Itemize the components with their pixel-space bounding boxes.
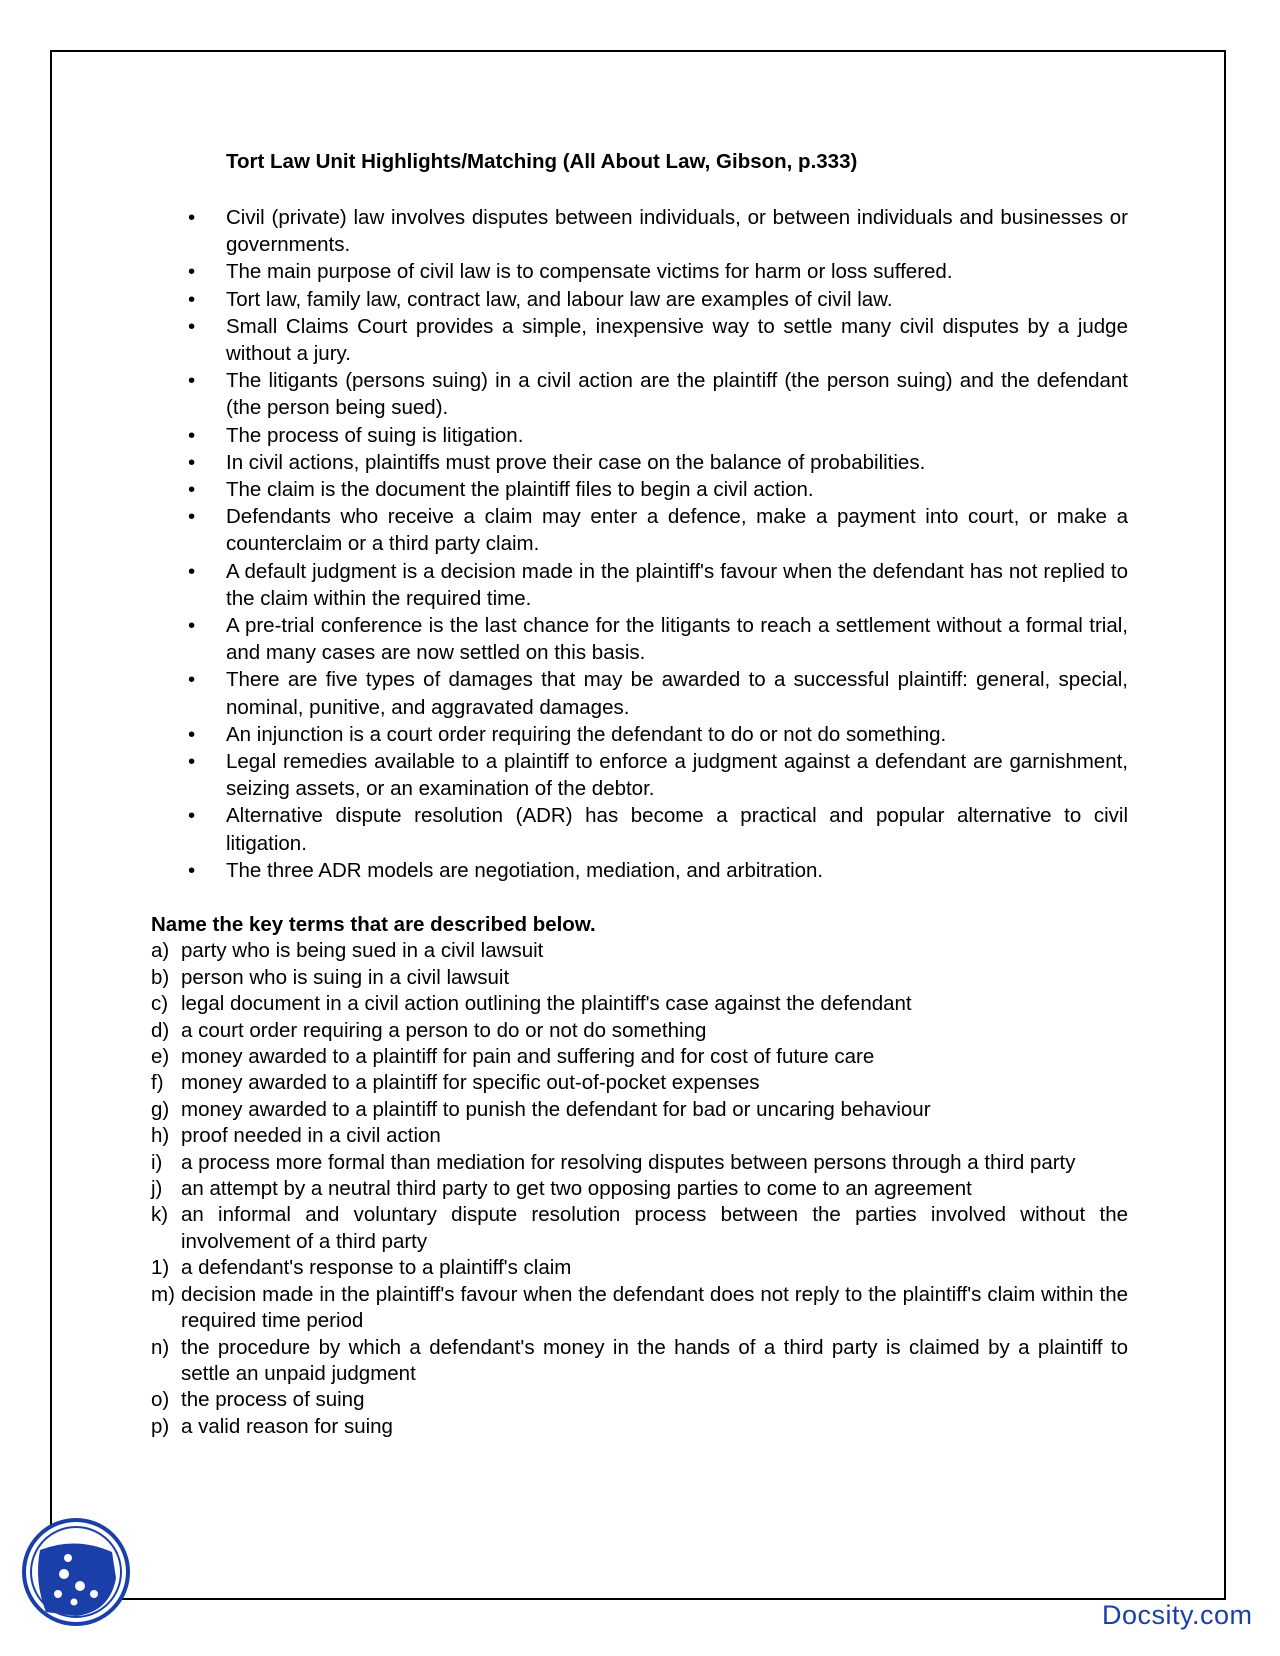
- bullet-text: The process of suing is litigation.: [226, 423, 524, 447]
- list-item: [188, 558, 1128, 612]
- term-item: [151, 1387, 1128, 1413]
- bullet-icon: •: [188, 260, 196, 284]
- term-label: j): [151, 1177, 163, 1201]
- docsity-logo-icon[interactable]: [20, 1516, 132, 1628]
- term-label: h): [151, 1124, 170, 1148]
- term-text: money awarded to a plaintiff to punish the defendant for bad or uncaring behaviour: [181, 1097, 931, 1121]
- term-item: [151, 1070, 1128, 1096]
- list-item: [188, 802, 1128, 856]
- bullet-icon: •: [188, 559, 196, 583]
- bullet-text: The three ADR models are negotiation, mediation, and arbitration.: [226, 858, 824, 882]
- term-text: legal document in a civil action outlining the plaintiff's case against the defendant: [181, 992, 912, 1016]
- term-label: m): [151, 1282, 175, 1306]
- key-terms-heading: Name the key terms that are described below.: [151, 913, 596, 936]
- highlights-list: [188, 204, 1128, 884]
- list-item: [188, 449, 1128, 476]
- term-label: f): [151, 1071, 164, 1095]
- bullet-text: Small Claims Court provides a simple, inexpensive way to settle many civil disputes by a judge without a jury.: [226, 314, 1128, 366]
- list-item: [188, 422, 1128, 449]
- bullet-text: Legal remedies available to a plaintiff to enforce a judgment against a defendant are garnishment, seizing assets, or an examination of the debtor.: [226, 750, 1128, 801]
- term-text: person who is suing in a civil lawsuit: [181, 965, 510, 989]
- bullet-text: A default judgment is a decision made in the plaintiff's favour when the defendant has not replied to the claim within the required time.: [226, 559, 1128, 610]
- term-label: e): [151, 1045, 170, 1069]
- bullet-text: Alternative dispute resolution (ADR) has become a practical and popular alternative to civil litigation.: [226, 804, 1128, 855]
- term-item: [151, 1150, 1128, 1176]
- term-text: decision made in the plaintiff's favour when the defendant does not reply to the plaintiff's claim within the required time period: [181, 1282, 1128, 1333]
- bullet-icon: •: [188, 804, 196, 828]
- bullet-icon: •: [188, 287, 196, 311]
- term-text: money awarded to a plaintiff for pain and suffering and for cost of future care: [181, 1045, 875, 1069]
- bullet-icon: •: [188, 423, 196, 447]
- bullet-icon: •: [188, 450, 196, 474]
- list-item: [188, 721, 1128, 748]
- bullet-text: The claim is the document the plaintiff files to begin a civil action.: [226, 478, 814, 502]
- key-terms-section: [151, 912, 1128, 1440]
- term-label: 1): [151, 1256, 170, 1280]
- docsity-watermark-link[interactable]: Docsity.com: [1102, 1600, 1253, 1630]
- bullet-icon: •: [188, 668, 196, 692]
- bullet-text: Tort law, family law, contract law, and labour law are examples of civil law.: [226, 287, 893, 311]
- bullet-text: Defendants who receive a claim may enter a defence, make a payment into court, or make a counterclaim or a third party claim.: [226, 505, 1128, 556]
- term-text: an informal and voluntary dispute resolution process between the parties involved without the involvement of a third party: [181, 1203, 1128, 1253]
- term-item: [151, 1123, 1128, 1149]
- list-item: [188, 313, 1128, 367]
- bullet-icon: •: [188, 505, 196, 529]
- term-item: [151, 1044, 1128, 1070]
- term-item: [151, 1018, 1128, 1044]
- bullet-text: A pre-trial conference is the last chance for the litigants to reach a settlement without a formal trial, and many cases are now settled on this basis.: [226, 614, 1128, 665]
- term-item: [151, 1202, 1128, 1255]
- term-label: g): [151, 1097, 170, 1121]
- term-label: p): [151, 1414, 170, 1438]
- document-title: Tort Law Unit Highlights/Matching (All About Law, Gibson, p.333): [226, 150, 858, 173]
- list-item: [188, 476, 1128, 503]
- list-item: [188, 503, 1128, 557]
- term-text: a court order requiring a person to do or not do something: [181, 1018, 707, 1042]
- bullet-text: An injunction is a court order requiring the defendant to do or not do something.: [226, 722, 947, 746]
- term-text: a process more formal than mediation for resolving disputes between persons through a third party: [181, 1150, 1076, 1174]
- term-text: an attempt by a neutral third party to get two opposing parties to come to an agreement: [181, 1177, 972, 1201]
- term-item: [151, 1414, 1128, 1440]
- term-label: d): [151, 1018, 170, 1042]
- list-item: [188, 367, 1128, 421]
- bullet-text: Civil (private) law involves disputes between individuals, or between individuals and businesses or governments.: [226, 206, 1128, 257]
- term-text: a defendant's response to a plaintiff's claim: [181, 1256, 572, 1280]
- bullet-icon: •: [188, 750, 196, 774]
- term-text: the process of suing: [181, 1388, 365, 1412]
- term-item: [151, 1176, 1128, 1202]
- bullet-icon: •: [188, 369, 196, 393]
- bullet-icon: •: [188, 722, 196, 746]
- bullet-text: The litigants (persons suing) in a civil action are the plaintiff (the person suing) and the defendant (the person being sued).: [226, 369, 1128, 420]
- term-label: n): [151, 1335, 170, 1359]
- bullet-icon: •: [188, 478, 196, 502]
- bullet-icon: •: [188, 858, 196, 882]
- term-label: i): [151, 1150, 163, 1174]
- term-item: [151, 1097, 1128, 1123]
- term-label: a): [151, 939, 170, 963]
- list-item: [188, 857, 1128, 884]
- term-label: b): [151, 965, 170, 989]
- term-text: party who is being sued in a civil lawsuit: [181, 939, 544, 963]
- term-item: [151, 991, 1128, 1017]
- bullet-text: The main purpose of civil law is to compensate victims for harm or loss suffered.: [226, 260, 953, 284]
- term-text: money awarded to a plaintiff for specific out-of-pocket expenses: [181, 1071, 760, 1095]
- term-label: o): [151, 1388, 170, 1412]
- term-label: k): [151, 1203, 169, 1227]
- bullet-text: There are five types of damages that may be awarded to a successful plaintiff: general, special, nominal, punitive, and aggravated damages.: [226, 668, 1128, 719]
- term-text: proof needed in a civil action: [181, 1124, 441, 1148]
- term-item: [151, 965, 1128, 991]
- bullet-icon: •: [188, 314, 196, 338]
- term-item: [151, 1255, 1128, 1281]
- list-item: [188, 286, 1128, 313]
- term-text: the procedure by which a defendant's money in the hands of a third party is claimed by a plaintiff to settle an unpaid judgment: [181, 1335, 1128, 1385]
- term-item: [151, 1282, 1128, 1335]
- list-item: [188, 204, 1128, 258]
- list-item: [188, 666, 1128, 720]
- term-item: [151, 1335, 1128, 1388]
- bullet-icon: •: [188, 206, 196, 229]
- bullet-icon: •: [188, 614, 196, 638]
- term-item: [151, 938, 1128, 964]
- term-text: a valid reason for suing: [181, 1414, 393, 1438]
- bullet-text: In civil actions, plaintiffs must prove their case on the balance of probabilities.: [226, 450, 926, 474]
- list-item: [188, 258, 1128, 285]
- term-label: c): [151, 992, 169, 1016]
- list-item: [188, 612, 1128, 666]
- list-item: [188, 748, 1128, 802]
